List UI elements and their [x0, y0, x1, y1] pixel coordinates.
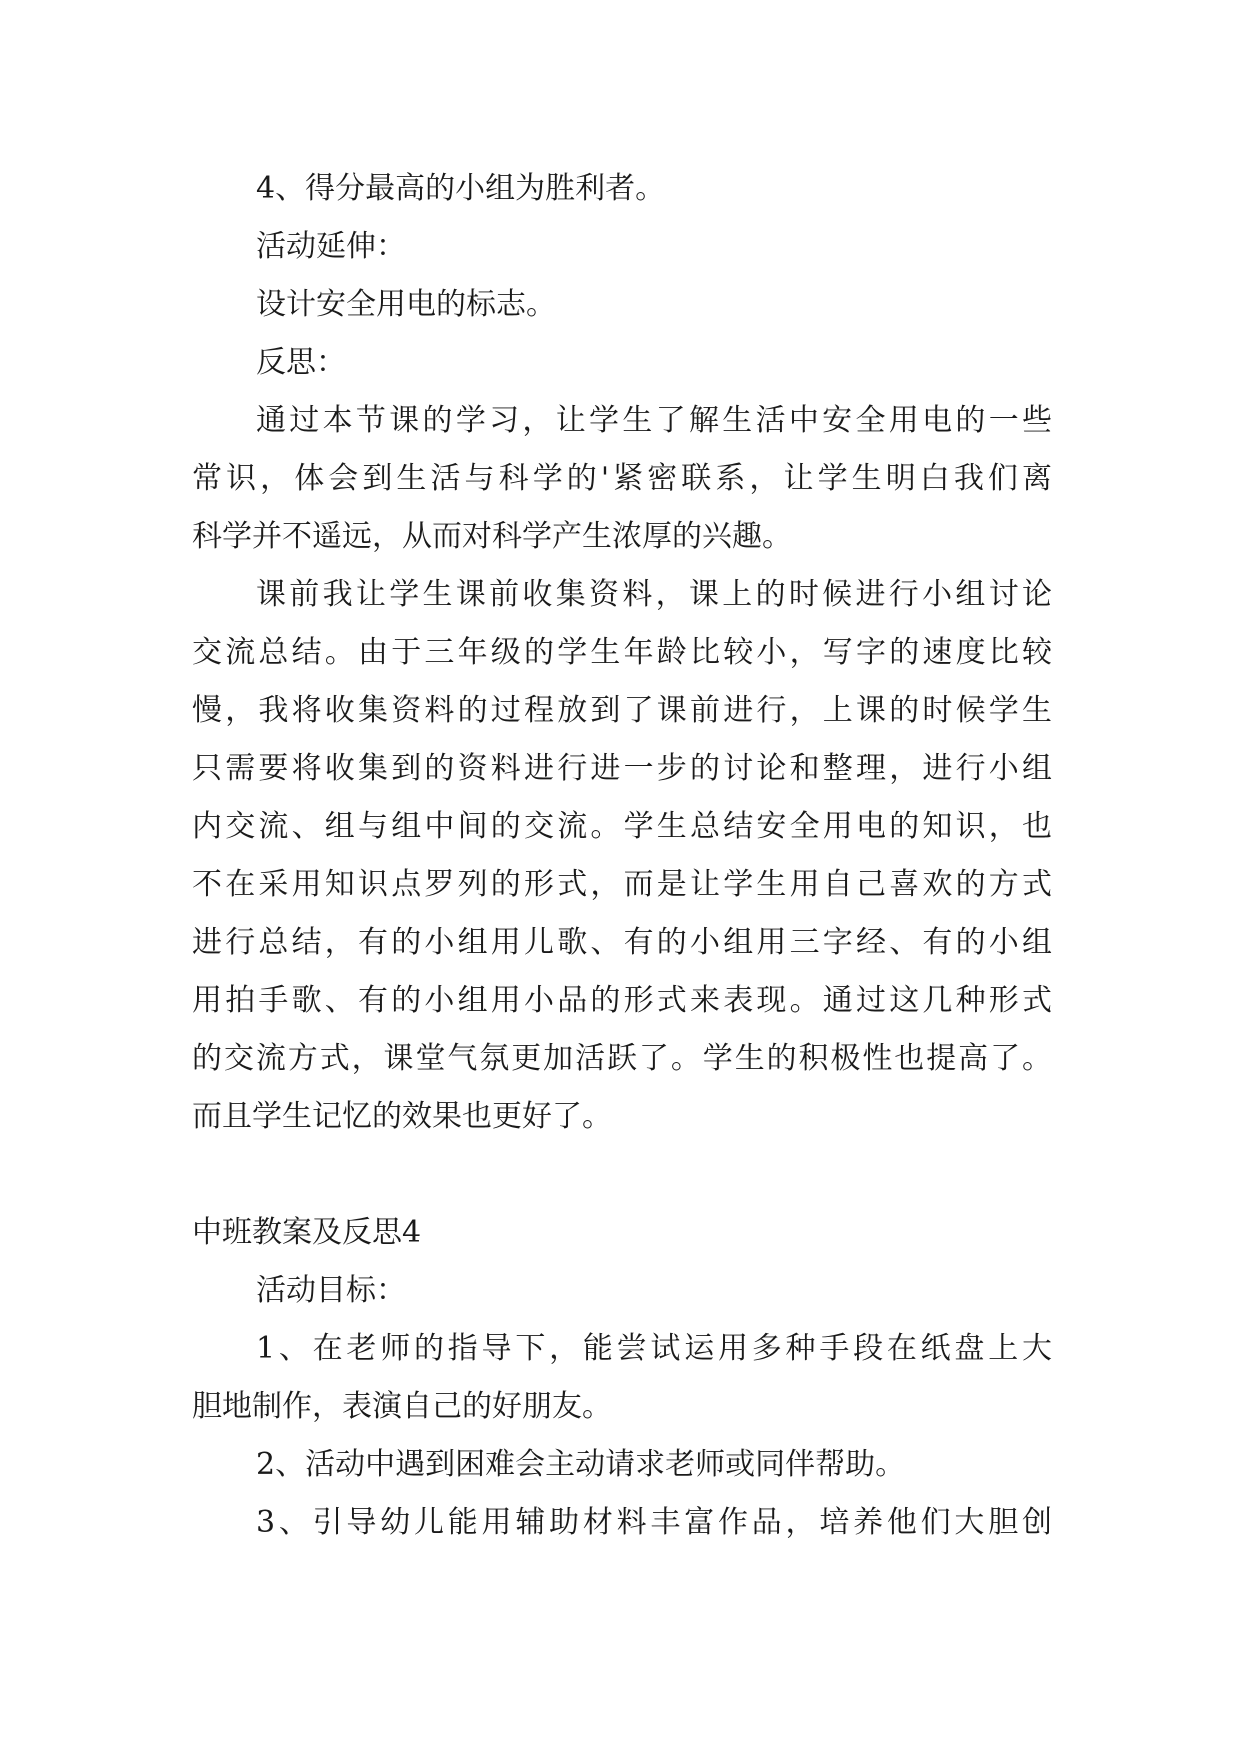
goal-item-1 — [192, 1320, 1052, 1436]
activity-end-block — [192, 160, 1052, 392]
paragraph-line: 2、活动中遇到困难会主动请求老师或同伴帮助。 — [256, 1447, 906, 1482]
paragraph-line: 进行总结，有的小组用儿歌、有的小组用三字经、有的小组 — [192, 925, 1052, 960]
heading-activity-goals: 活动目标： — [256, 1273, 406, 1308]
paragraph-line: 常识，体会到生活与科学的'紧密联系，让学生明白我们离 — [192, 461, 1052, 496]
paragraph-line: 只需要将收集到的资料进行进一步的讨论和整理，进行小组 — [192, 751, 1052, 786]
section-title: 中班教案及反思4 — [192, 1215, 422, 1250]
paragraph-line: 通过本节课的学习，让学生了解生活中安全用电的一些 — [256, 403, 1052, 438]
paragraph-line: 科学并不遥远，从而对科学产生浓厚的兴趣。 — [192, 519, 792, 554]
paragraph-line: 胆地制作，表演自己的好朋友。 — [192, 1389, 612, 1424]
paragraph-line: 4、得分最高的小组为胜利者。 — [256, 171, 666, 206]
heading-activity-extension: 活动延伸： — [256, 229, 406, 264]
method-paragraph — [192, 566, 1052, 1146]
paragraph-line: 设计安全用电的标志。 — [256, 287, 556, 322]
paragraph-line: 用拍手歌、有的小组用小品的形式来表现。通过这几种形式 — [192, 983, 1052, 1018]
document-body — [192, 160, 1052, 1552]
paragraph-line: 1、在老师的指导下，能尝试运用多种手段在纸盘上大 — [256, 1331, 1052, 1366]
paragraph-line: 3、引导幼儿能用辅助材料丰富作品，培养他们大胆创 — [256, 1505, 1052, 1540]
heading-reflection: 反思： — [256, 345, 346, 380]
paragraph-line: 慢，我将收集资料的过程放到了课前进行，上课的时候学生 — [192, 693, 1052, 728]
reflection-paragraph — [192, 392, 1052, 566]
paragraph-line: 课前我让学生课前收集资料，课上的时候进行小组讨论 — [256, 577, 1052, 612]
paragraph-line: 交流总结。由于三年级的学生年龄比较小，写字的速度比较 — [192, 635, 1052, 670]
paragraph-line: 不在采用知识点罗列的形式，而是让学生用自己喜欢的方式 — [192, 867, 1052, 902]
paragraph-line: 而且学生记忆的效果也更好了。 — [192, 1099, 612, 1134]
paragraph-line: 内交流、组与组中间的交流。学生总结安全用电的知识，也 — [192, 809, 1052, 844]
goal-item-2 — [192, 1436, 1052, 1494]
paragraph-line: 的交流方式，课堂气氛更加活跃了。学生的积极性也提高了。 — [192, 1041, 1052, 1076]
goal-item-3 — [192, 1494, 1052, 1552]
